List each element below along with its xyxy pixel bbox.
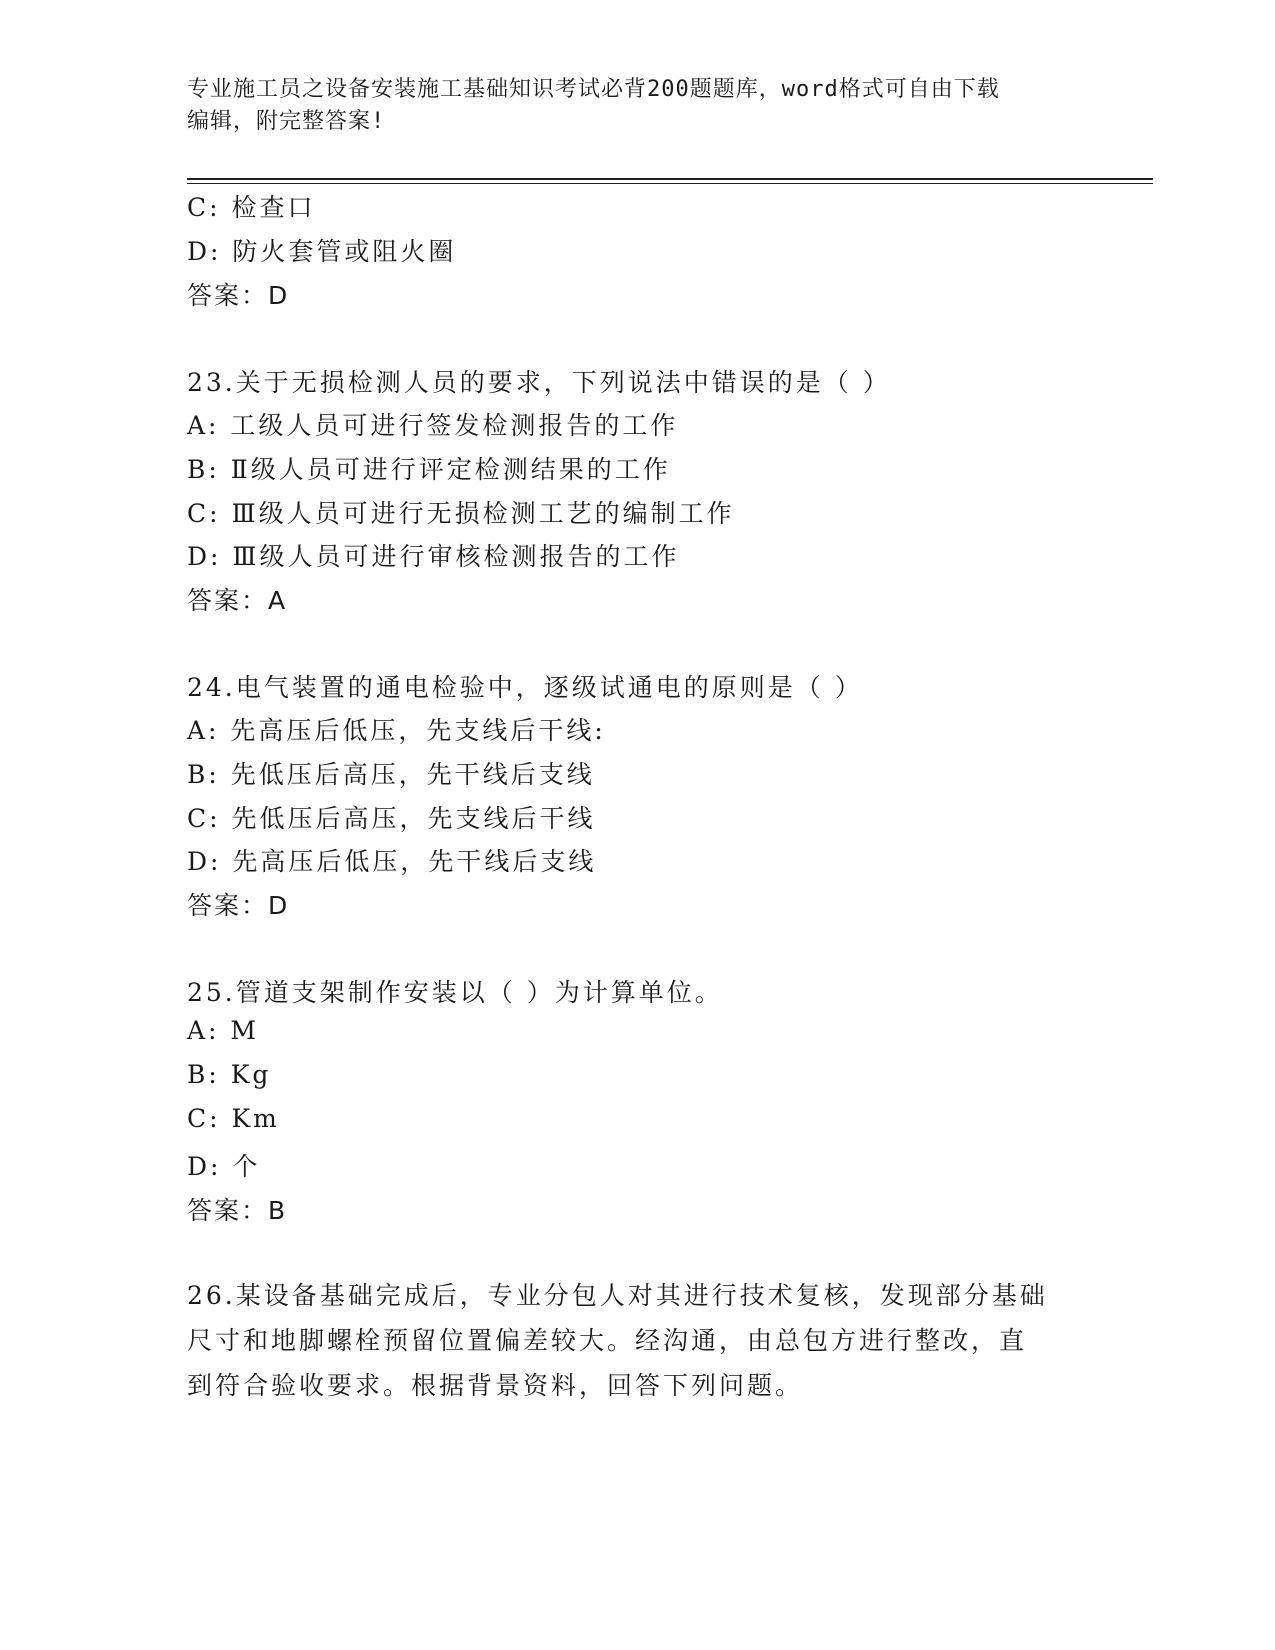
q24-question: 24.电气装置的通电检验中，逐级试通电的原则是（ ）	[187, 673, 863, 702]
q25-question: 25.管道支架制作安装以（ ）为计算单位。	[187, 978, 723, 1007]
header-rule-thick	[187, 178, 1153, 180]
q24-option-b: B: 先低压后高压，先干线后支线	[187, 760, 595, 789]
page-header	[187, 74, 1087, 138]
header-line-2: 编辑，附完整答案!	[187, 109, 386, 134]
q26-line-2: 尺寸和地脚螺栓预留位置偏差较大。经沟通，由总包方进行整改，直	[187, 1326, 1028, 1355]
header-line-1: 专业施工员之设备安装施工基础知识考试必背200题题库，word格式可自由下载	[187, 77, 1000, 102]
q24-answer: 答案：D	[187, 891, 290, 920]
q25-option-d: D: 个	[187, 1152, 261, 1181]
q22-option-d: D: 防火套管或阻火圈	[187, 237, 457, 266]
q23-answer: 答案：A	[187, 586, 288, 615]
q23-option-c: C: Ⅲ级人员可进行无损检测工艺的编制工作	[187, 499, 735, 528]
q25-option-a: A: M	[187, 1016, 260, 1045]
q25-answer: 答案：B	[187, 1196, 288, 1225]
q23-option-a: A: 工级人员可进行签发检测报告的工作	[187, 411, 679, 440]
q26-line-3: 到符合验收要求。根据背景资料，回答下列问题。	[187, 1371, 804, 1400]
q25-option-b: B: Kg	[187, 1060, 272, 1089]
q23-question: 23.关于无损检测人员的要求，下列说法中错误的是（ ）	[187, 368, 891, 397]
q25-option-c: C: Km	[187, 1104, 280, 1133]
q22-option-c: C: 检查口	[187, 193, 316, 222]
q24-option-a: A: 先高压后低压，先支线后干线:	[187, 716, 606, 745]
q26-question	[187, 1273, 1087, 1408]
q23-option-b: B: Ⅱ级人员可进行评定检测结果的工作	[187, 455, 671, 484]
header-rule-thin	[187, 183, 1153, 184]
q22-answer: 答案：D	[187, 281, 290, 310]
q26-line-1: 26.某设备基础完成后，专业分包人对其进行技术复核，发现部分基础	[187, 1281, 1048, 1310]
q24-option-d: D: 先高压后低压，先干线后支线	[187, 847, 597, 876]
q24-option-c: C: 先低压后高压，先支线后干线	[187, 804, 596, 833]
q23-option-d: D: Ⅲ级人员可进行审核检测报告的工作	[187, 542, 680, 571]
